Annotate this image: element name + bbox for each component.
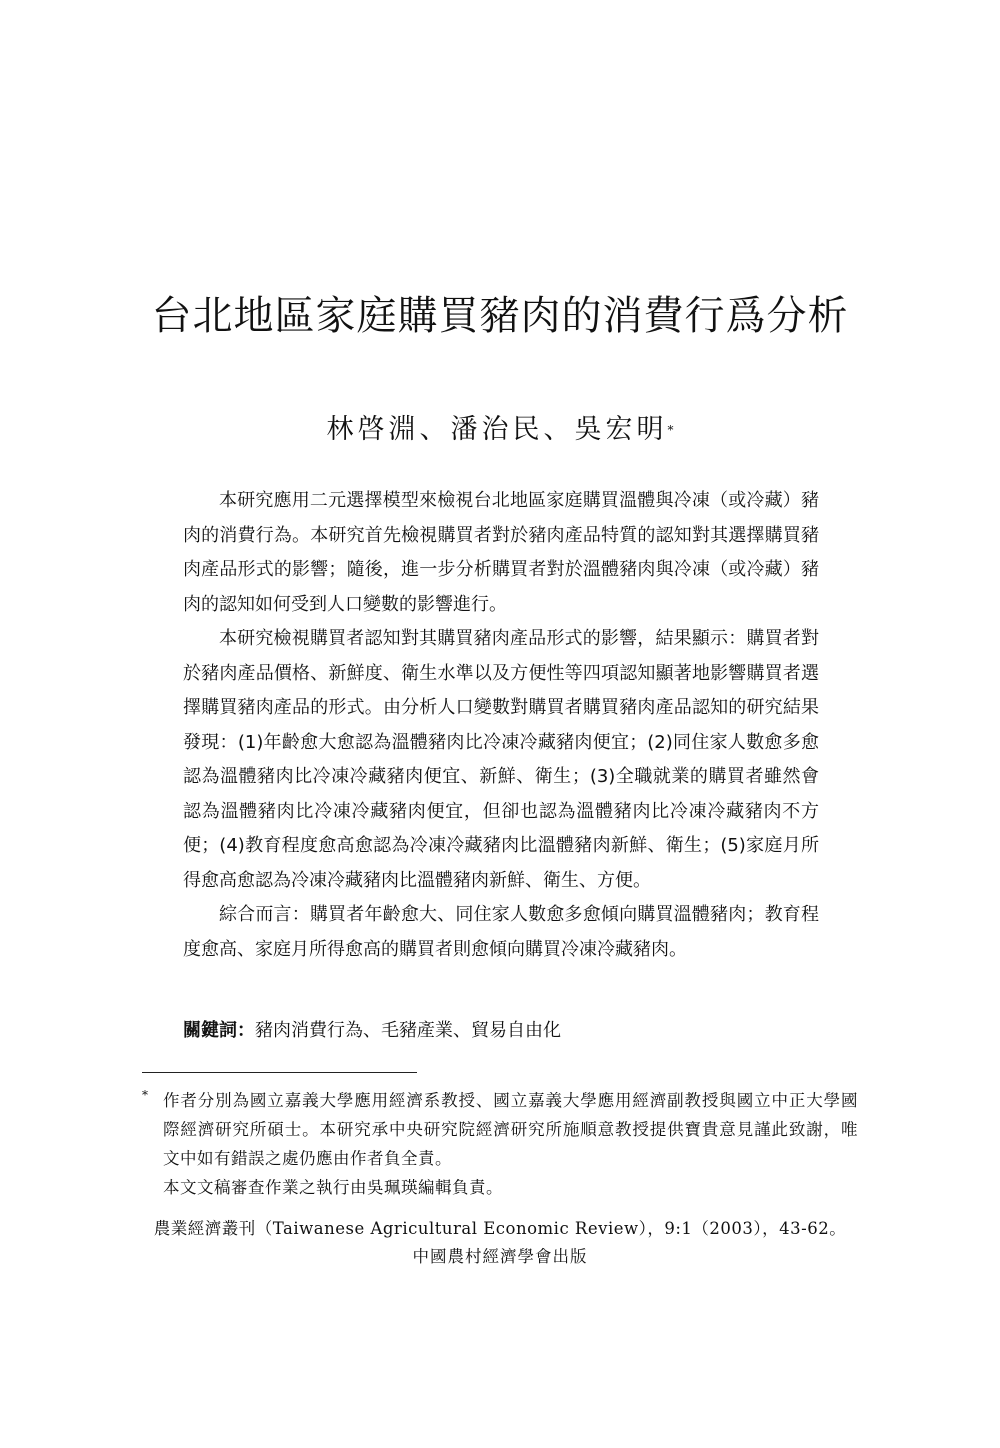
abstract	[183, 484, 819, 967]
author-names: 林啓淵、潘治民、吳宏明	[326, 414, 668, 445]
abstract-paragraph-1: 本研究應用二元選擇模型來檢視台北地區家庭購買溫體與冷凍（或冷藏）豬肉的消費行為。本研究首先檢視購買者對於豬肉產品特質的認知對其選擇購買豬肉產品形式的影響；隨後，進一步分析購買者對於溫體豬肉與冷凍（或冷藏）豬肉的認知如何受到人口變數的影響進行。	[183, 490, 819, 615]
author-footnote-mark: *	[667, 423, 674, 437]
footnote-mark: *	[142, 1088, 148, 1102]
abstract-paragraph-2: 本研究檢視購買者認知對其購買豬肉產品形式的影響，結果顯示：購買者對於豬肉產品價格、新鮮度、衛生水準以及方便性等四項認知顯著地影響購買者選擇購買豬肉產品的形式。由分析人口變數對購買者購買豬肉產品認知的研究結果發現：(1)年齡愈大愈認為溫體豬肉比冷凍冷藏豬肉便宜；(2)同住家人數愈多愈認為溫體豬肉比冷凍冷藏豬肉便宜、新鮮、衛生；(3)全職就業的購買者雖然會認為溫體豬肉比冷凍冷藏豬肉便宜，但卻也認為溫體豬肉比冷凍冷藏豬肉不方便；(4)教育程度愈高愈認為冷凍冷藏豬肉比溫體豬肉新鮮、衛生；(5)家庭月所得愈高愈認為冷凍冷藏豬肉比溫體豬肉新鮮、衛生、方便。	[183, 628, 819, 891]
footnote-authors-affiliation: 作者分別為國立嘉義大學應用經濟系教授、國立嘉義大學應用經濟副教授與國立中正大學國際經濟研究所碩士。本研究承中央研究院經濟研究所施順意教授提供寶貴意見謹此致謝，唯文中如有錯誤之處仍應由作者負全責。	[163, 1091, 858, 1168]
author-line	[0, 410, 1000, 450]
paper-title: 台北地區家庭購買豬肉的消費行爲分析	[151, 293, 849, 339]
keywords-terms: 豬肉消費行為、毛豬產業、貿易自由化	[255, 1020, 561, 1041]
journal-publisher: 中國農村經濟學會出版	[412, 1247, 588, 1266]
journal-citation: 農業經濟叢刊（Taiwanese Agricultural Economic Review），9:1（2003），43-62。	[153, 1219, 847, 1238]
footnote-divider	[142, 1072, 417, 1073]
keywords-label: 關鍵詞：	[183, 1020, 255, 1041]
abstract-paragraph-3: 綜合而言：購買者年齡愈大、同住家人數愈多愈傾向購買溫體豬肉；教育程度愈高、家庭月所得愈高的購買者則愈傾向購買冷凍冷藏豬肉。	[183, 904, 819, 960]
footnote	[163, 1086, 858, 1202]
keywords	[183, 1014, 561, 1048]
footnote-review-note: 本文文稿審查作業之執行由吳珮瑛編輯負責。	[163, 1178, 503, 1197]
